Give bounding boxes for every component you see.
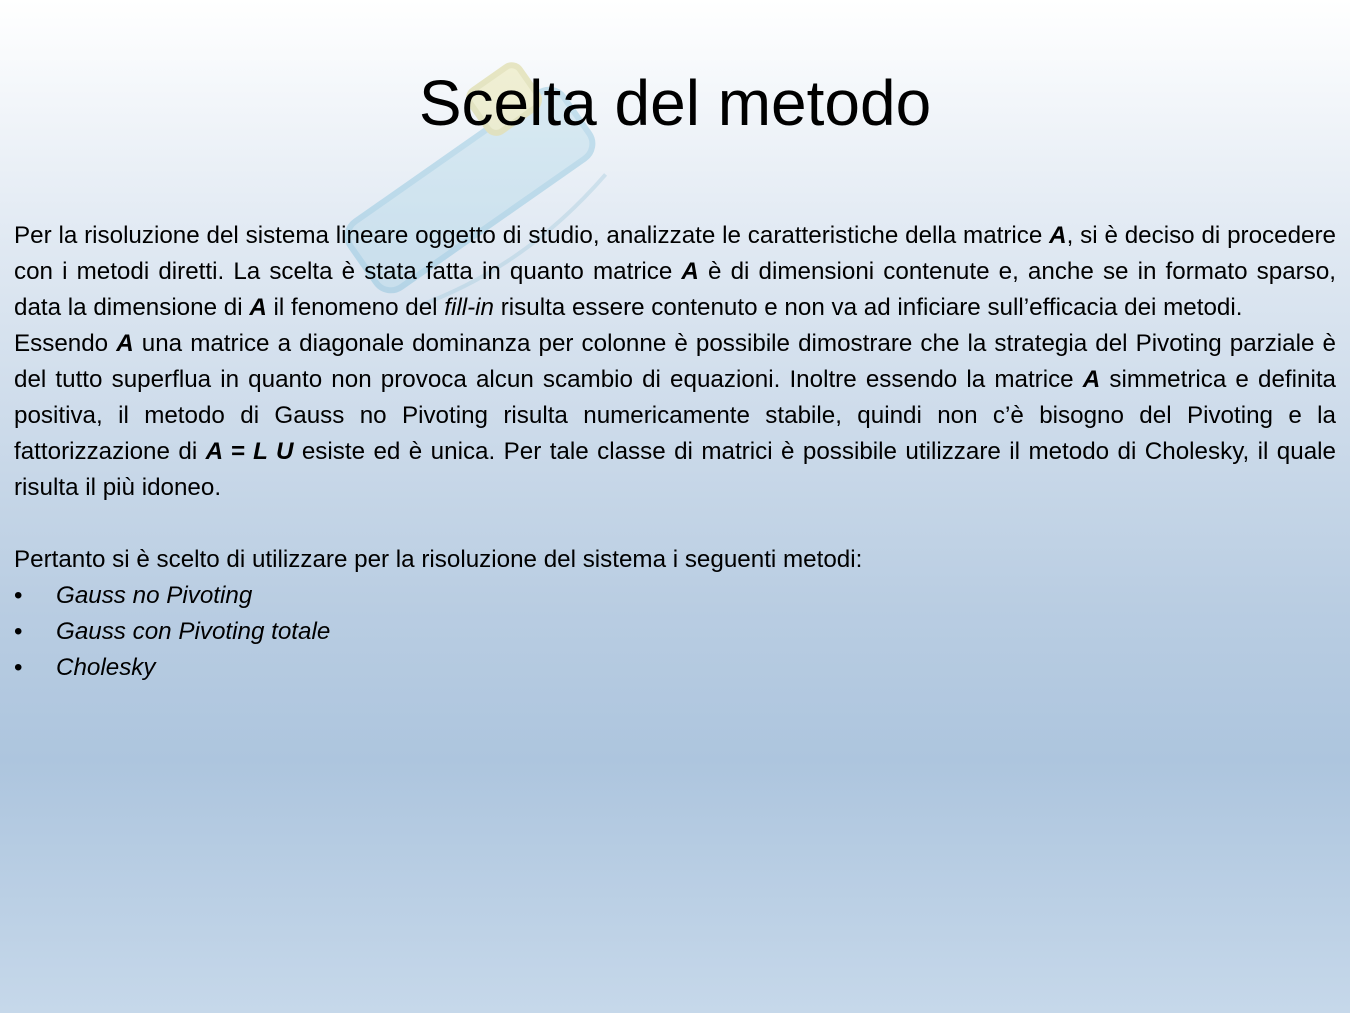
text-span: è di dimensioni contenute e, anche se in formato sparso, data la dimensione di <box>14 258 1336 321</box>
matrix-symbol: A <box>249 294 267 321</box>
text-span: esiste ed è unica. Per tale classe di matrici è possibile utilizzare il metodo di Cholesky, il quale risulta il più idoneo. <box>14 438 1336 501</box>
spacer <box>14 506 1336 542</box>
factorization-formula: A = L U <box>205 438 294 465</box>
list-item-label: Gauss con Pivoting totale <box>56 618 331 645</box>
matrix-symbol: A <box>1049 222 1067 249</box>
text-span: Essendo <box>14 330 117 357</box>
text-span: una matrice a diagonale dominanza per colonne è possibile dimostrare che la strategia del Pivoting parziale è del tutto superflua in quanto non provoca alcun scambio di equazioni. Inoltre essendo la matrice <box>14 330 1336 393</box>
text-span: Per la risoluzione del sistema lineare oggetto di studio, analizzate le caratteristiche della matrice <box>14 222 1050 249</box>
paragraph-method-choice <box>14 218 1336 326</box>
list-item <box>14 650 1336 686</box>
bullet-icon: • <box>14 582 23 609</box>
paragraph-pivoting <box>14 326 1336 506</box>
text-span: il fenomeno del <box>266 294 445 321</box>
fill-in-term: fill-in <box>444 294 495 321</box>
list-item-label: Gauss no Pivoting <box>56 582 253 609</box>
text-span: , si è deciso di procedere con i metodi diretti. La scelta è stata fatta in quanto matrice <box>14 222 1336 285</box>
text-span: simmetrica e definita positiva, il metodo di Gauss no Pivoting risulta numericamente stabile, quindi non c’è bisogno del Pivoting e la fattorizzazione di <box>14 366 1336 465</box>
list-item <box>14 614 1336 650</box>
text-span: risulta essere contenuto e non va ad inficiare sull’efficacia dei metodi. <box>494 294 1243 321</box>
matrix-symbol: A <box>681 258 699 285</box>
matrix-symbol: A <box>1082 366 1101 393</box>
methods-list <box>14 578 1336 686</box>
bullet-icon: • <box>14 618 23 645</box>
bullet-icon: • <box>14 654 23 681</box>
list-item <box>14 578 1336 614</box>
matrix-symbol: A <box>116 330 134 357</box>
list-item-label: Cholesky <box>56 654 156 681</box>
slide-body <box>14 218 1336 686</box>
slide-title: Scelta del metodo <box>418 67 932 139</box>
paragraph-methods-intro: Pertanto si è scelto di utilizzare per la risoluzione del sistema i seguenti metodi: <box>14 546 863 573</box>
